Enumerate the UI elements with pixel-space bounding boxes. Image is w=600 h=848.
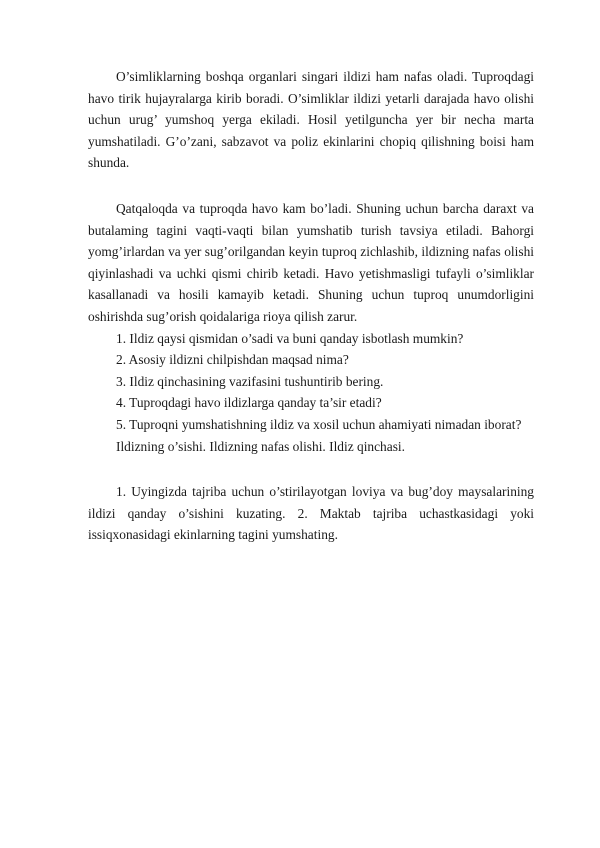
question-1: 1. Ildiz qaysi qismidan o’sadi va buni qanday isbotlash mumkin? — [116, 330, 464, 346]
task-paragraph: 1. Uyingizda tajriba uchun o’stirilayotgan loviya va bug’doy maysalarining ildizi qanday o’sishini kuzating. 2. Maktab tajriba uchastkasidagi yoki issiqxonasidagi ekinlarning tagini yumshating. — [88, 484, 534, 543]
question-3: 3. Ildiz qinchasining vazifasini tushuntirib bering. — [116, 373, 384, 389]
question-2: 2. Asosiy ildizni chilpishdan maqsad nima? — [116, 352, 349, 368]
paragraph-soil-aeration: Qatqaloqda va tuproqda havo kam bo’ladi. Shuning uchun barcha daraxt va butalaming tagini vaqti-vaqti bilan yumshatib turish tavsiya etiladi. Bahorgi yomg’irlardan va yer sug’orilgandan keyin tuproq zichlashib, ildizning nafas olishi qiyinlashadi va uchki qismi chirib ketadi. Havo yetishmasligi tufayli o’simliklar kasallanadi va hosili kamayib ketadi. Shuning uchun tuproq unumdorligini oshirishda sug’orish qoidalariga rioya qilish zarur. — [88, 200, 534, 324]
question-5: 5. Tuproqni yumshatishning ildiz va xosil uchun ahamiyati nimadan iborat? — [116, 416, 522, 432]
paragraph-root-respiration: O’simliklarning boshqa organlari singari ildizi ham nafas oladi. Tuproqdagi havo tirik hujayralarga kirib boradi. O’simliklar ildizi yetarli darajada havo olishi uchun urug’ yumshoq yerga ekiladi. Hosil yetilguncha yer bir necha marta yumshatiladi. G’o’zani, sabzavot va poliz ekinlarini chopiq qilishning boisi ham shunda. — [88, 69, 534, 171]
question-4: 4. Tuproqdagi havo ildizlarga qanday ta’sir etadi? — [116, 395, 382, 411]
topic-line: Ildizning o’sishi. Ildizning nafas olishi. Ildiz qinchasi. — [116, 438, 405, 454]
